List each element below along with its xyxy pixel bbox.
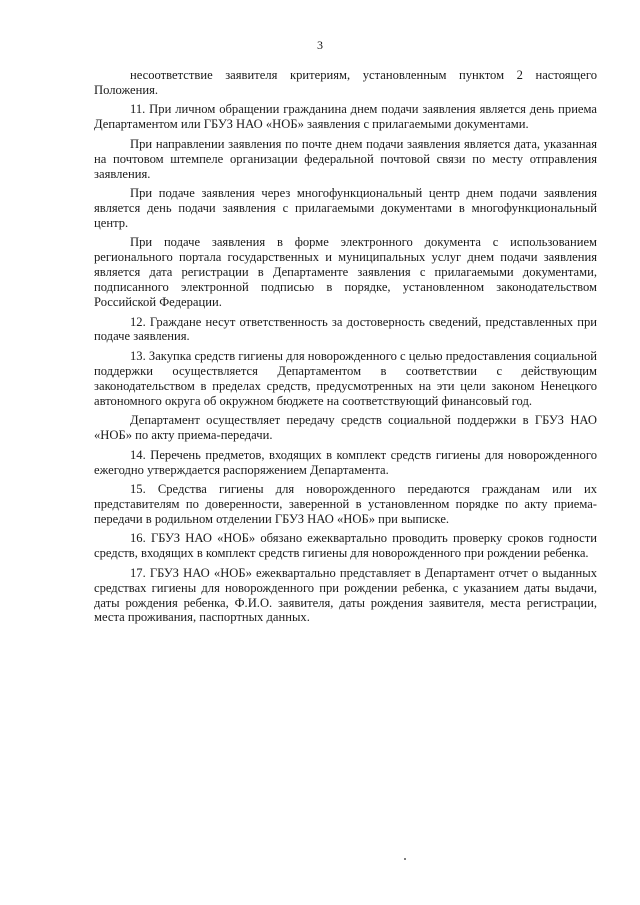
paragraph-item-14: 14. Перечень предметов, входящих в комплект средств гигиены для новорожденного ежегодно утверждается распоряжением Департамента. — [94, 447, 597, 477]
paragraph-continuation: несоответствие заявителя критериям, установленным пунктом 2 настоящего Положения. — [94, 68, 597, 97]
paragraph-item-17: 17. ГБУЗ НАО «НОБ» ежеквартально представляет в Департамент отчет о выданных средствах гигиены для новорожденного при рождении ребенка, с указанием даты выдачи, даты рождения ребенка, Ф.И.О. заявителя, даты рождения заявителя, места регистрации, места проживания, паспортных данных. — [94, 565, 597, 625]
paragraph-electronic-submission: При подаче заявления в форме электронного документа с использованием регионального портала государственных и муниципальных услуг днем подачи заявления является дата регистрации в Департаменте заявления с прилагаемыми документами, подписанного электронной подписью в порядке, установленном законодательством Российской Федерации. — [94, 235, 597, 310]
paragraph-item-11: 11. При личном обращении гражданина днем подачи заявления является день приема Департаментом или ГБУЗ НАО «НОБ» заявления с прилагаемыми документами. — [94, 102, 597, 132]
page-number: 3 — [317, 38, 323, 52]
paragraph-item-16: 16. ГБУЗ НАО «НОБ» обязано ежеквартально проводить проверку сроков годности средств, входящих в комплект средств гигиены для новорожденного при рождении ребенка. — [94, 531, 597, 561]
paragraph-transfer: Департамент осуществляет передачу средств социальной поддержки в ГБУЗ НАО «НОБ» по акту приема-передачи. — [94, 413, 597, 443]
paragraph-item-12: 12. Граждане несут ответственность за достоверность сведений, представленных при подаче заявления. — [94, 314, 597, 344]
document-body — [94, 68, 597, 630]
paragraph-item-15: 15. Средства гигиены для новорожденного передаются гражданам или их представителям по доверенности, заверенной в установленном порядке по акту приема-передачи в родильном отделении ГБУЗ НАО «НОБ» при выписке. — [94, 482, 597, 526]
paragraph-mfc-submission: При подаче заявления через многофункциональный центр днем подачи заявления является день подачи заявления с прилагаемыми документами в многофункциональный центр. — [94, 186, 597, 230]
scan-speck — [404, 858, 406, 860]
paragraph-item-13: 13. Закупка средств гигиены для новорожденного с целью предоставления социальной поддержки осуществляется Департаментом в соответствии с действующим законодательством в пределах средств, предусмотренных на эти цели законом Ненецкого автономного округа об окружном бюджете на соответствующий финансовый год. — [94, 348, 597, 408]
paragraph-mail-submission: При направлении заявления по почте днем подачи заявления является дата, указанная на почтовом штемпеле организации федеральной почтовой связи по месту отправления заявления. — [94, 136, 597, 181]
